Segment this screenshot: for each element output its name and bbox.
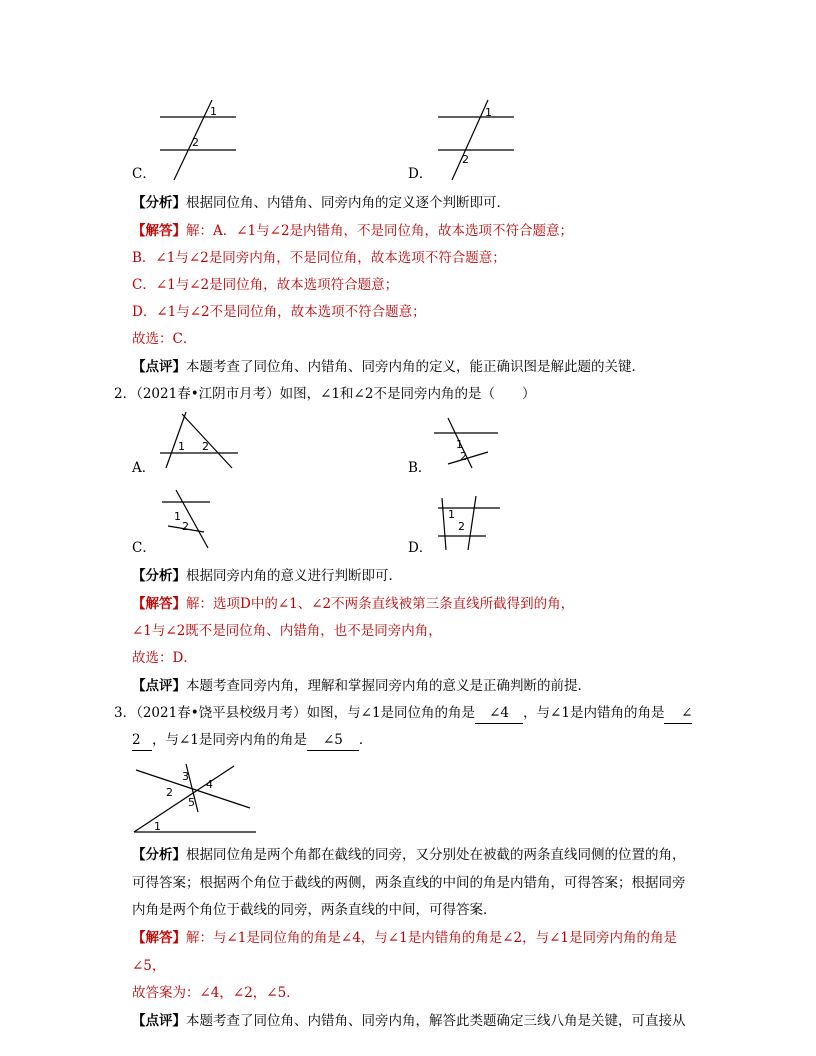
answer-tag: 【解答】: [132, 930, 186, 946]
figure-1c: [150, 98, 250, 180]
analysis-line: 根据同位角是两个角都在截线的同旁，又分别处在被截的两条直线同侧的位置的角，: [186, 847, 686, 863]
angle-label-1: 1: [448, 508, 455, 521]
answer-line: ∠5，: [132, 958, 166, 974]
q3-final: 故答案为：∠4，∠2，∠5．: [132, 985, 300, 1001]
q2-stem: 2．（2021春•江阴市月考）如图，∠1和∠2不是同旁内角的是（ ）: [114, 386, 536, 402]
angle-label-3: 3: [182, 770, 189, 783]
q3-analysis: [132, 845, 686, 865]
comment-text: 本题考查了同位角、内错角、同旁内角的定义，能正确识图是解此题的关键．: [186, 359, 645, 375]
analysis-text: 根据同旁内角的意义进行判断即可．: [186, 568, 402, 584]
answer-blank-3: ∠5: [307, 730, 359, 751]
answer-line: C．∠1与∠2是同位角，故本选项符合题意；: [132, 277, 399, 293]
stem-text: 3．（2021春•饶平县校级月考）如图，与∠1是同位角的角是: [114, 705, 476, 721]
analysis-tag: 【分析】: [132, 847, 186, 863]
option-c-label: C．: [132, 540, 156, 556]
fig-line: [448, 452, 488, 464]
q3-stem: [114, 703, 692, 724]
fig-line: [468, 496, 476, 550]
q3-comment: [132, 1011, 686, 1031]
q1-choice: 故选：C．: [132, 331, 197, 347]
option-b-label: B．: [408, 460, 432, 476]
answer-blank-2: ∠: [664, 703, 692, 724]
angle-label-1: 1: [178, 440, 185, 453]
q2-analysis: [132, 566, 402, 586]
answer-tag: 【解答】: [132, 223, 186, 239]
answer-blank-2-cont: 2: [132, 730, 152, 751]
stem-text: ．: [358, 732, 373, 748]
angle-label-1: 1: [485, 106, 492, 119]
angle-label-1: 1: [456, 438, 463, 451]
q2-choice: 故选：D．: [132, 650, 197, 666]
fig-transversal: [452, 100, 488, 180]
angle-label-2: 2: [460, 450, 467, 463]
answer-line: 解：A．∠1与∠2是内错角，不是同位角，故本选项不符合题意；: [186, 223, 574, 239]
analysis-line: 内角是两个角位于截线的同旁，两条直线的中间，可得答案．: [132, 902, 497, 918]
angle-label-1: 1: [154, 820, 161, 833]
answer-line: D．∠1与∠2不是同位角，故本选项不符合题意；: [132, 304, 426, 320]
figure-2d: [430, 488, 530, 550]
analysis-text: 根据同位角、内错角、同旁内角的定义逐个判断即可．: [186, 195, 510, 211]
angle-label-1: 1: [210, 105, 217, 118]
fig-line: [442, 498, 446, 550]
comment-tag: 【点评】: [132, 678, 186, 694]
figure-3: [130, 762, 270, 838]
figure-2a: [150, 410, 250, 470]
analysis-tag: 【分析】: [132, 195, 186, 211]
angle-label-2: 2: [182, 520, 189, 533]
angle-label-2: 2: [192, 136, 199, 149]
answer-tag: 【解答】: [132, 596, 186, 612]
angle-label-4: 4: [206, 778, 213, 791]
option-d-label: D．: [408, 166, 433, 182]
answer-line: 解：与∠1是同位角的角是∠4，与∠1是内错角的角是∠2，与∠1是同旁内角的角是: [186, 930, 678, 946]
answer-blank-1: ∠4: [475, 703, 523, 724]
analysis-tag: 【分析】: [132, 568, 186, 584]
q2-comment: [132, 676, 591, 696]
figure-2c: [150, 488, 250, 550]
option-d-label: D．: [408, 540, 433, 556]
figure-2b: [430, 410, 530, 470]
q1-answer: [132, 221, 573, 241]
answer-line: 解：选项D中的∠1、∠2不两条直线被第三条直线所截得到的角，: [186, 596, 575, 612]
stem-text: ，与∠1是同旁内角的角是: [152, 732, 307, 748]
q3-stem-cont: [132, 730, 372, 751]
angle-label-2: 2: [166, 786, 173, 799]
q3-answer: [132, 928, 677, 948]
answer-line: ∠1与∠2既不是同位角、内错角，也不是同旁内角，: [132, 623, 442, 639]
angle-label-2: 2: [458, 520, 465, 533]
comment-text: 本题考查了同位角、内错角、同旁内角，解答此类题确定三线八角是关键，可直接从: [186, 1013, 686, 1029]
answer-line: B．∠1与∠2是同旁内角，不是同位角，故本选项不符合题意；: [132, 250, 506, 266]
stem-text: ，与∠1是内错角的角是: [523, 705, 665, 721]
angle-label-5: 5: [188, 796, 195, 809]
angle-label-1: 1: [174, 510, 181, 523]
analysis-line: 可得答案；根据两个角位于截线的两侧，两条直线的中间的角是内错角，可得答案；根据同旁: [132, 875, 686, 891]
q1-analysis: [132, 193, 510, 213]
angle-label-2: 2: [462, 153, 469, 166]
q1-comment: [132, 357, 645, 377]
option-c-label: C．: [132, 166, 156, 182]
figure-1d: [430, 98, 530, 180]
option-a-label: A．: [132, 460, 156, 476]
angle-label-2: 2: [202, 440, 209, 453]
comment-text: 本题考查同旁内角，理解和掌握同旁内角的意义是正确判断的前提．: [186, 678, 591, 694]
comment-tag: 【点评】: [132, 359, 186, 375]
q2-answer: [132, 594, 574, 614]
comment-tag: 【点评】: [132, 1013, 186, 1029]
